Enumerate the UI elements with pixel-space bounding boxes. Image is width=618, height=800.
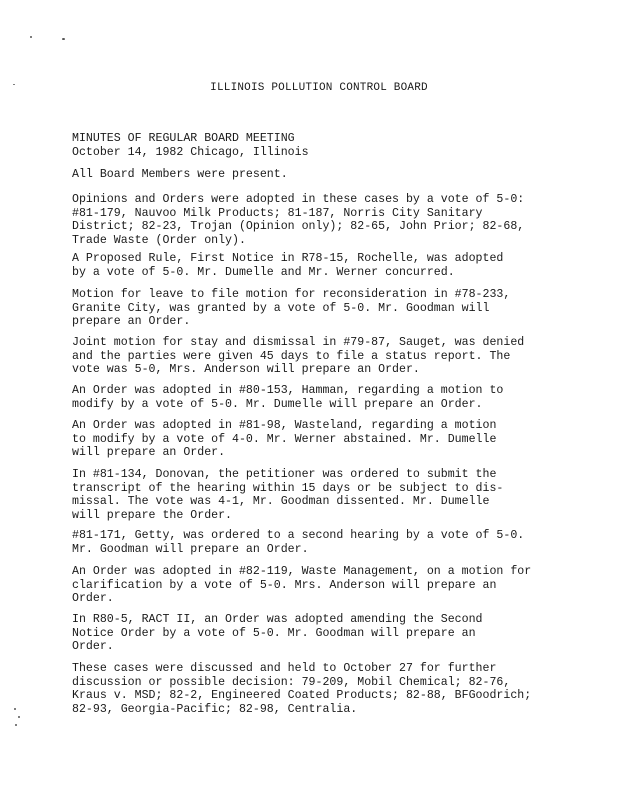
scan-speck: [18, 716, 20, 718]
paragraph-hamman: [72, 384, 562, 411]
paragraph-getty: [72, 529, 562, 556]
scan-speck: [62, 38, 65, 40]
heading-line: MINUTES OF REGULAR BOARD MEETING: [72, 132, 295, 145]
paragraph-reconsideration: [72, 288, 562, 329]
paragraph-held-cases: [72, 662, 562, 716]
text-line: Kraus v. MSD; 82-2, Engineered Coated Products; 82-88, BFGoodrich;: [72, 689, 532, 702]
text-line: transcript of the hearing within 15 days or be subject to dis-: [72, 481, 504, 495]
heading-line: October 14, 1982 Chicago, Illinois: [72, 145, 309, 159]
text-line: Order.: [72, 592, 114, 605]
scan-speck: [15, 724, 17, 726]
text-line: Order.: [72, 640, 114, 653]
minutes-heading: [72, 132, 562, 159]
text-line: In #81-134, Donovan, the petitioner was ordered to submit the: [72, 468, 497, 481]
scan-speck: [30, 36, 32, 38]
text-line: An Order was adopted in #80-153, Hamman, regarding a motion to: [72, 384, 504, 397]
scan-speck: [14, 708, 16, 710]
text-line: District; 82-23, Trojan (Opinion only); 82-65, John Prior; 82-68,: [72, 220, 525, 233]
text-line: will prepare the Order.: [72, 508, 233, 522]
text-line: prepare an Order.: [72, 315, 191, 328]
text-line: #81-179, Nauvoo Milk Products; 81-187, Norris City Sanitary: [72, 206, 483, 220]
paragraph-donovan: [72, 468, 562, 522]
text-line: will prepare an Order.: [72, 446, 226, 459]
text-line: vote was 5-0, Mrs. Anderson will prepare an Order.: [72, 363, 420, 376]
text-line: These cases were discussed and held to October 27 for further: [72, 662, 497, 675]
text-line: All Board Members were present.: [72, 168, 288, 181]
text-line: Opinions and Orders were adopted in these cases by a vote of 5-0:: [72, 193, 525, 206]
text-line: discussion or possible decision: 79-209, Mobil Chemical; 82-76,: [72, 675, 511, 689]
paragraph-proposed-rule: [72, 252, 562, 279]
text-line: Motion for leave to file motion for reconsideration in #78-233,: [72, 288, 511, 301]
text-line: Mr. Goodman will prepare an Order.: [72, 542, 309, 556]
text-line: modify by a vote of 5-0. Mr. Dumelle will prepare an Order.: [72, 397, 483, 411]
text-line: to modify by a vote of 4-0. Mr. Werner abstained. Mr. Dumelle: [72, 432, 497, 446]
text-line: Joint motion for stay and dismissal in #79-87, Sauget, was denied: [72, 336, 525, 349]
paragraph-wasteland: [72, 419, 562, 460]
text-line: missal. The vote was 4-1, Mr. Goodman dissented. Mr. Dumelle: [72, 495, 490, 508]
text-line: clarification by a vote of 5-0. Mrs. Anderson will prepare an: [72, 578, 497, 592]
text-line: Granite City, was granted by a vote of 5-0. Mr. Goodman will: [72, 301, 490, 315]
document-title: ILLINOIS POLLUTION CONTROL BOARD: [210, 82, 428, 94]
text-line: Trade Waste (Order only).: [72, 233, 246, 247]
paragraph-opinions: [72, 193, 562, 247]
text-line: In R80-5, RACT II, an Order was adopted amending the Second: [72, 613, 483, 626]
paragraph-sauget: [72, 336, 562, 377]
text-line: by a vote of 5-0. Mr. Dumelle and Mr. Werner concurred.: [72, 265, 455, 279]
text-line: Notice Order by a vote of 5-0. Mr. Goodman will prepare an: [72, 626, 476, 640]
paragraph-attendance: [72, 168, 562, 182]
text-line: A Proposed Rule, First Notice in R78-15, Rochelle, was adopted: [72, 252, 504, 265]
text-line: 82-93, Georgia-Pacific; 82-98, Centralia.: [72, 702, 358, 716]
paragraph-ract-ii: [72, 613, 562, 654]
text-line: and the parties were given 45 days to file a status report. The: [72, 349, 511, 363]
text-line: #81-171, Getty, was ordered to a second hearing by a vote of 5-0.: [72, 529, 525, 542]
text-line: An Order was adopted in #81-98, Wasteland, regarding a motion: [72, 419, 497, 432]
paragraph-waste-management: [72, 565, 562, 606]
text-line: An Order was adopted in #82-119, Waste Management, on a motion for: [72, 565, 532, 578]
